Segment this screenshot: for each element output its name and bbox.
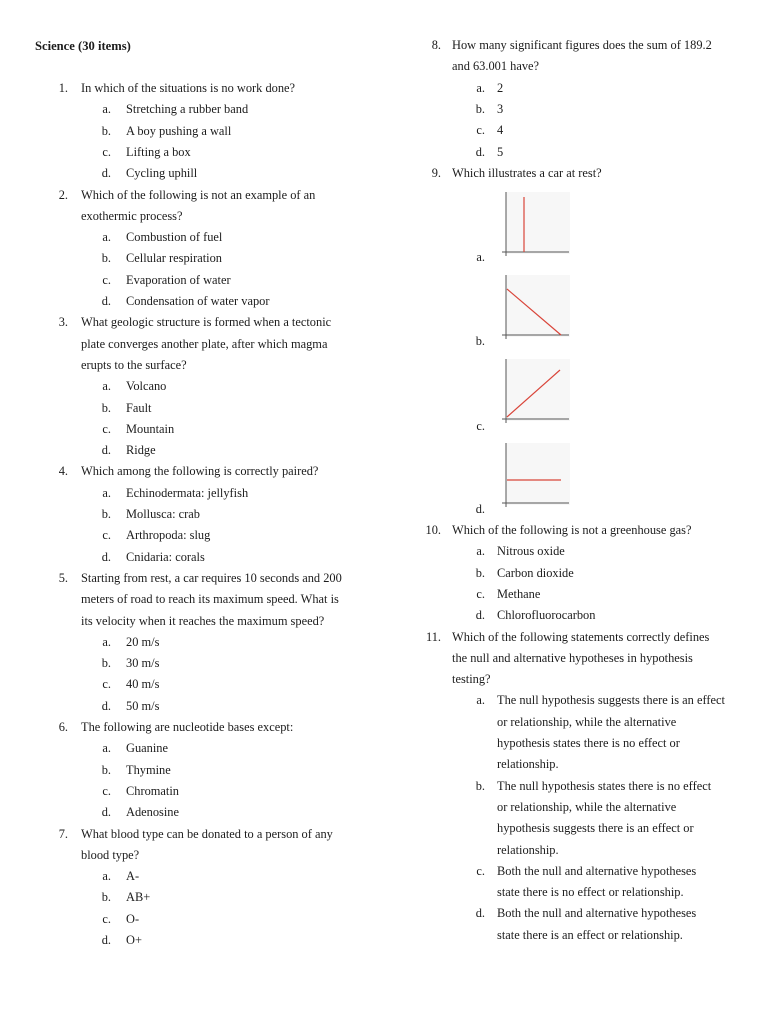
question-number: 1. (58, 81, 68, 95)
question-text-line: the null and alternative hypotheses in hypothesis (452, 650, 693, 665)
option-letter: a. (102, 230, 111, 245)
option-letter: a. (102, 102, 111, 117)
option-text: Guanine (126, 741, 168, 756)
option-text-line: The null hypothesis states there is no effect (497, 778, 712, 793)
option-text: Combustion of fuel (126, 230, 223, 245)
question-text-line: Which of the following is not a greenhouse gas? (452, 523, 692, 537)
graph-background (506, 443, 570, 505)
option-letter: c. (102, 272, 111, 287)
option-letter: b. (101, 890, 111, 905)
question-number: 3. (58, 315, 68, 330)
option-letter: c. (102, 911, 111, 926)
option-text: Echinodermata: jellyfish (126, 485, 249, 500)
option-text-line: Both the null and alternative hypotheses (497, 906, 697, 921)
option-text: Chlorofluorocarbon (497, 608, 596, 623)
graph-svg (501, 441, 573, 513)
graph-svg (501, 357, 573, 429)
option-letter: a. (476, 80, 485, 95)
option-letter: b. (475, 778, 485, 793)
option-text: Cycling uphill (126, 166, 198, 181)
option-text: Volcano (126, 379, 167, 394)
option-text: O+ (126, 933, 142, 947)
option-letter: d. (475, 608, 485, 623)
option-letter: b. (101, 656, 111, 671)
graph-svg (501, 273, 573, 345)
option-letter: b. (475, 101, 485, 116)
option-text-line: Both the null and alternative hypotheses (497, 863, 697, 878)
option-letter: c. (476, 123, 485, 138)
graph-svg (501, 190, 573, 262)
option-letter: c. (102, 144, 111, 159)
option-text: A- (126, 869, 140, 884)
option-text: Ridge (126, 443, 156, 458)
vertical-line-graph (501, 190, 573, 262)
option-text: Evaporation of water (126, 272, 231, 287)
option-letter: b. (101, 123, 111, 138)
option-letter: a. (102, 634, 111, 649)
option-letter: a. (102, 741, 111, 756)
question-text-line: Which of the following is not an example of an (81, 187, 316, 202)
option-letter: d. (101, 294, 111, 308)
option-text: AB+ (126, 890, 151, 905)
question-text-line: meters of road to reach its maximum speed. What is (81, 592, 339, 607)
option-letter: c. (102, 677, 111, 692)
question-text-line: In which of the situations is no work done? (81, 81, 296, 95)
option-text: 2 (497, 80, 504, 95)
option-text: Adenosine (126, 805, 179, 820)
question-number: 6. (58, 720, 68, 734)
question-number: 7. (58, 826, 68, 841)
question-number: 5. (58, 570, 68, 585)
option-letter: a. (102, 379, 111, 394)
option-text: Mountain (126, 421, 175, 436)
option-letter: b. (475, 334, 485, 348)
option-letter: c. (476, 419, 485, 433)
question-text-line: What geologic structure is formed when a tectonic (81, 315, 332, 330)
question-text-line: Starting from rest, a car requires 10 seconds and 200 (81, 570, 342, 585)
option-text-line: relationship. (497, 757, 559, 772)
option-letter: d. (101, 698, 111, 713)
option-text-line: relationship. (497, 842, 559, 857)
option-letter: a. (476, 693, 485, 708)
option-text: Arthropoda: slug (126, 528, 211, 543)
question-text-line: Which illustrates a car at rest? (452, 165, 602, 180)
question-text-line: What blood type can be donated to a person of any (81, 826, 333, 841)
option-letter: d. (475, 144, 485, 159)
option-letter: d. (101, 549, 111, 564)
question-text-line: and 63.001 have? (452, 59, 540, 74)
option-text-line: or relationship, while the alternative (497, 714, 677, 729)
question-text-line: Which of the following statements correctly defines (452, 629, 710, 644)
question-text-line: blood type? (81, 847, 140, 862)
option-letter: d. (101, 805, 111, 820)
option-letter: b. (101, 762, 111, 777)
option-letter: c. (476, 586, 485, 601)
option-letter: d. (101, 443, 111, 458)
option-letter: c. (102, 783, 111, 798)
question-text-line: its velocity when it reaches the maximum speed? (81, 613, 325, 628)
option-letter: c. (476, 863, 485, 878)
option-letter: b. (101, 251, 111, 266)
horizontal-line-graph (501, 441, 573, 513)
option-text: Mollusca: crab (126, 507, 200, 521)
option-letter: d. (101, 166, 111, 181)
question-number: 4. (58, 464, 68, 479)
increasing-line-graph (501, 357, 573, 429)
option-letter: c. (102, 528, 111, 543)
option-letter: b. (101, 507, 111, 521)
question-number: 9. (431, 165, 441, 180)
question-number: 10. (425, 523, 441, 537)
option-letter: d. (101, 933, 111, 947)
option-text-line: or relationship, while the alternative (497, 799, 677, 814)
option-text: 20 m/s (126, 634, 160, 649)
option-letter: c. (102, 421, 111, 436)
option-text: Cellular respiration (126, 251, 222, 266)
decreasing-line-graph (501, 273, 573, 345)
option-text-line: hypothesis states there is no effect or (497, 736, 680, 750)
option-letter: d. (475, 502, 485, 516)
option-text-line: hypothesis suggests there is an effect or (497, 821, 694, 836)
option-text: Stretching a rubber band (126, 102, 249, 117)
question-text-line: The following are nucleotide bases except: (81, 720, 294, 734)
option-letter: d. (475, 906, 485, 921)
option-text: 40 m/s (126, 677, 160, 692)
option-text: Lifting a box (126, 144, 191, 159)
question-number: 2. (58, 187, 68, 202)
question-text-line: How many significant figures does the sum of 189.2 (452, 38, 712, 52)
question-text-line: plate converges another plate, after which magma (81, 336, 328, 351)
option-text: O- (126, 911, 140, 926)
option-text-line: state there is no effect or relationship. (497, 885, 684, 900)
question-text-line: Which among the following is correctly paired? (81, 464, 319, 479)
option-letter: a. (476, 250, 485, 264)
option-letter: a. (102, 869, 111, 884)
question-number: 8. (431, 38, 441, 52)
option-letter: b. (101, 400, 111, 415)
option-text: 30 m/s (126, 656, 160, 671)
option-text-line: state there is an effect or relationship. (497, 927, 683, 942)
option-text: Condensation of water vapor (126, 294, 270, 308)
option-text: Carbon dioxide (497, 565, 574, 580)
graph-background (506, 275, 570, 337)
question-number: 11. (425, 629, 441, 644)
option-text: Thymine (126, 762, 171, 777)
question-text-line: erupts to the surface? (81, 357, 187, 372)
option-text: 4 (497, 123, 504, 138)
option-text: Nitrous oxide (497, 544, 565, 559)
option-letter: a. (102, 485, 111, 500)
option-text: Chromatin (126, 783, 179, 798)
question-text-line: exothermic process? (81, 208, 183, 223)
question-text-line: testing? (452, 672, 491, 687)
option-letter: a. (476, 544, 485, 559)
option-text: 3 (497, 101, 504, 116)
option-text: 5 (497, 144, 504, 159)
option-text: Cnidaria: corals (126, 549, 205, 564)
option-letter: b. (475, 565, 485, 580)
option-text: Methane (497, 586, 541, 601)
option-text-line: The null hypothesis suggests there is an effect (497, 693, 725, 708)
option-text: 50 m/s (126, 698, 160, 713)
option-text: Fault (126, 400, 152, 415)
graph-background (506, 192, 570, 254)
option-text: A boy pushing a wall (126, 123, 232, 138)
document-heading: Science (30 items) (35, 39, 131, 53)
